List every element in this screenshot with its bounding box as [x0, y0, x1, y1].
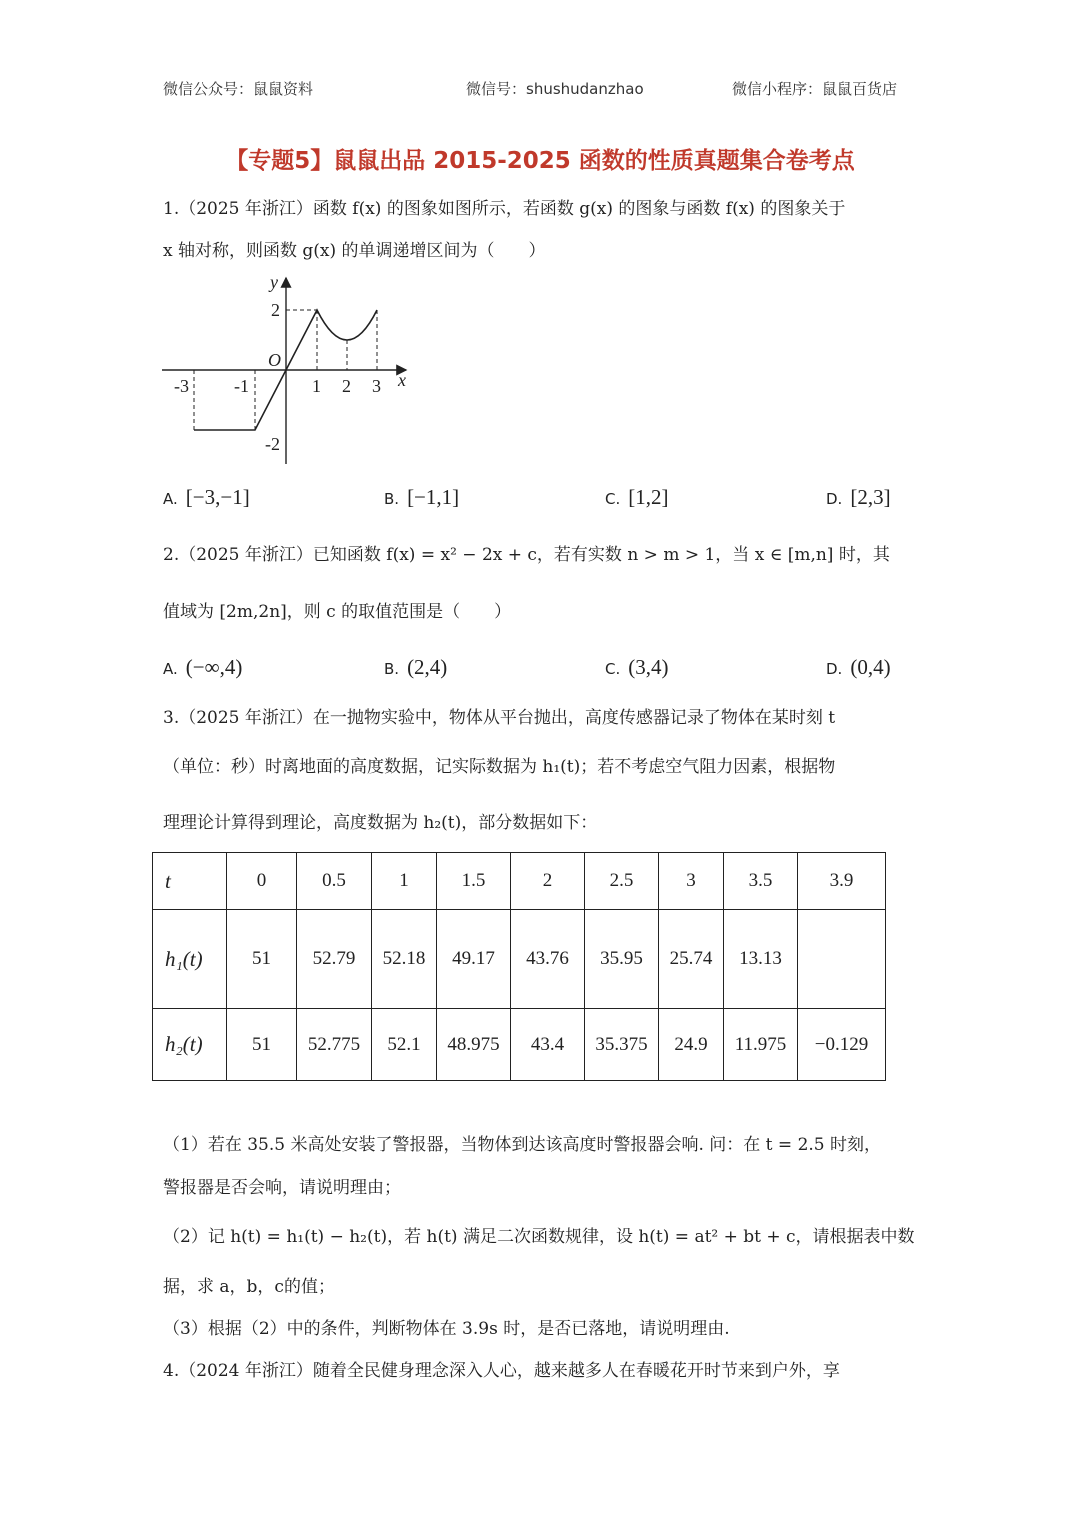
header-center: 微信号：shushudanzhao — [466, 80, 644, 98]
table-cell: 43.4 — [511, 1009, 585, 1081]
table-row — [153, 910, 886, 1009]
q1-option-c: C. [1,2] — [605, 485, 669, 509]
origin-label: O — [268, 350, 281, 370]
tick-x-2: 2 — [342, 376, 351, 396]
tick-x-neg3: -3 — [174, 376, 189, 396]
table-cell: 35.375 — [585, 1009, 659, 1081]
table-cell: 1.5 — [437, 853, 511, 910]
page-title: 【专题5】鼠鼠出品 2015-2025 函数的性质真题集合卷考点 — [225, 148, 855, 174]
data-table — [152, 852, 886, 1081]
table-cell: 51 — [227, 1009, 297, 1081]
q2-option-b: B. (2,4) — [384, 655, 448, 679]
q3-sub1-line1: （1）若在 35.5 米高处安装了警报器，当物体到达该高度时警报器会响. 问：在 t = 2.5 时刻， — [163, 1135, 882, 1155]
q3-line3: 理理论计算得到理论，高度数据为 h₂(t)，部分数据如下： — [163, 813, 598, 833]
tick-x-neg1: -1 — [234, 376, 249, 396]
table-cell: 43.76 — [511, 910, 585, 1009]
table-cell: 0.5 — [297, 853, 372, 910]
table-cell: 24.9 — [659, 1009, 724, 1081]
q3-line1: 3.（2025 年浙江）在一抛物实验中，物体从平台抛出，高度传感器记录了物体在某时刻 t — [163, 708, 836, 728]
y-axis-label: y — [270, 272, 278, 292]
function-graph — [158, 272, 418, 472]
table-cell: 52.79 — [297, 910, 372, 1009]
table-cell: 52.775 — [297, 1009, 372, 1081]
q3-sub2-line2: 据，求 a，b，c的值； — [163, 1277, 335, 1297]
table-cell: 52.18 — [372, 910, 437, 1009]
q4-line1: 4.（2024 年浙江）随着全民健身理念深入人心，越来越多人在春暖花开时节来到户外，享 — [163, 1361, 840, 1381]
tick-x-1: 1 — [312, 376, 321, 396]
tick-x-3: 3 — [372, 376, 381, 396]
table-cell: 2.5 — [585, 853, 659, 910]
table-cell: 52.1 — [372, 1009, 437, 1081]
table-cell: 3.5 — [724, 853, 798, 910]
table-cell: 48.975 — [437, 1009, 511, 1081]
table-cell: 3.9 — [798, 853, 886, 910]
header-left: 微信公众号：鼠鼠资料 — [163, 80, 314, 98]
q2-option-d: D. (0,4) — [826, 655, 891, 679]
table-row — [153, 853, 886, 910]
q3-line2: （单位：秒）时离地面的高度数据，记实际数据为 h₁(t)；若不考虑空气阻力因素，根据物 — [163, 757, 836, 777]
table-cell: 51 — [227, 910, 297, 1009]
table-cell: t — [153, 853, 227, 910]
table-cell — [798, 910, 886, 1009]
table-cell: 49.17 — [437, 910, 511, 1009]
table-cell: 1 — [372, 853, 437, 910]
table-cell: h₁(t) — [153, 910, 227, 1009]
q1-line1: 1.（2025 年浙江）函数 f(x) 的图象如图所示，若函数 g(x) 的图象与函数 f(x) 的图象关于 — [163, 199, 846, 219]
q2-line1: 2.（2025 年浙江）已知函数 f(x) = x² − 2x + c，若有实数 n > m > 1，当 x ∈ [m,n] 时，其 — [163, 545, 890, 565]
table-cell: 3 — [659, 853, 724, 910]
q3-sub3: （3）根据（2）中的条件，判断物体在 3.9s 时，是否已落地，请说明理由. — [163, 1319, 730, 1339]
table-cell: 0 — [227, 853, 297, 910]
q2-option-c: C. (3,4) — [605, 655, 669, 679]
table-cell: 2 — [511, 853, 585, 910]
q1-option-a: A. [−3,−1] — [163, 485, 250, 509]
q3-sub1-line2: 警报器是否会响，请说明理由； — [163, 1178, 401, 1198]
table-cell: 11.975 — [724, 1009, 798, 1081]
table-row — [153, 1009, 886, 1081]
q3-sub2-line1: （2）记 h(t) = h₁(t) − h₂(t)，若 h(t) 满足二次函数规律，设 h(t) = at² + bt + c，请根据表中数 — [163, 1227, 915, 1247]
table-cell: −0.129 — [798, 1009, 886, 1081]
tick-y-neg2: -2 — [265, 434, 280, 454]
table-cell: h₂(t) — [153, 1009, 227, 1081]
q1-line2: x 轴对称，则函数 g(x) 的单调递增区间为（ ） — [163, 241, 546, 261]
table-cell: 13.13 — [724, 910, 798, 1009]
q1-option-d: D. [2,3] — [826, 485, 891, 509]
table-cell: 35.95 — [585, 910, 659, 1009]
table-cell: 25.74 — [659, 910, 724, 1009]
q2-line2: 值域为 [2m,2n]，则 c 的取值范围是（ ） — [163, 602, 512, 622]
tick-y-2: 2 — [271, 300, 280, 320]
q1-option-b: B. [−1,1] — [384, 485, 460, 509]
q2-option-a: A. (−∞,4) — [163, 655, 243, 679]
header-right: 微信小程序：鼠鼠百货店 — [732, 80, 898, 98]
x-axis-label: x — [398, 370, 406, 390]
